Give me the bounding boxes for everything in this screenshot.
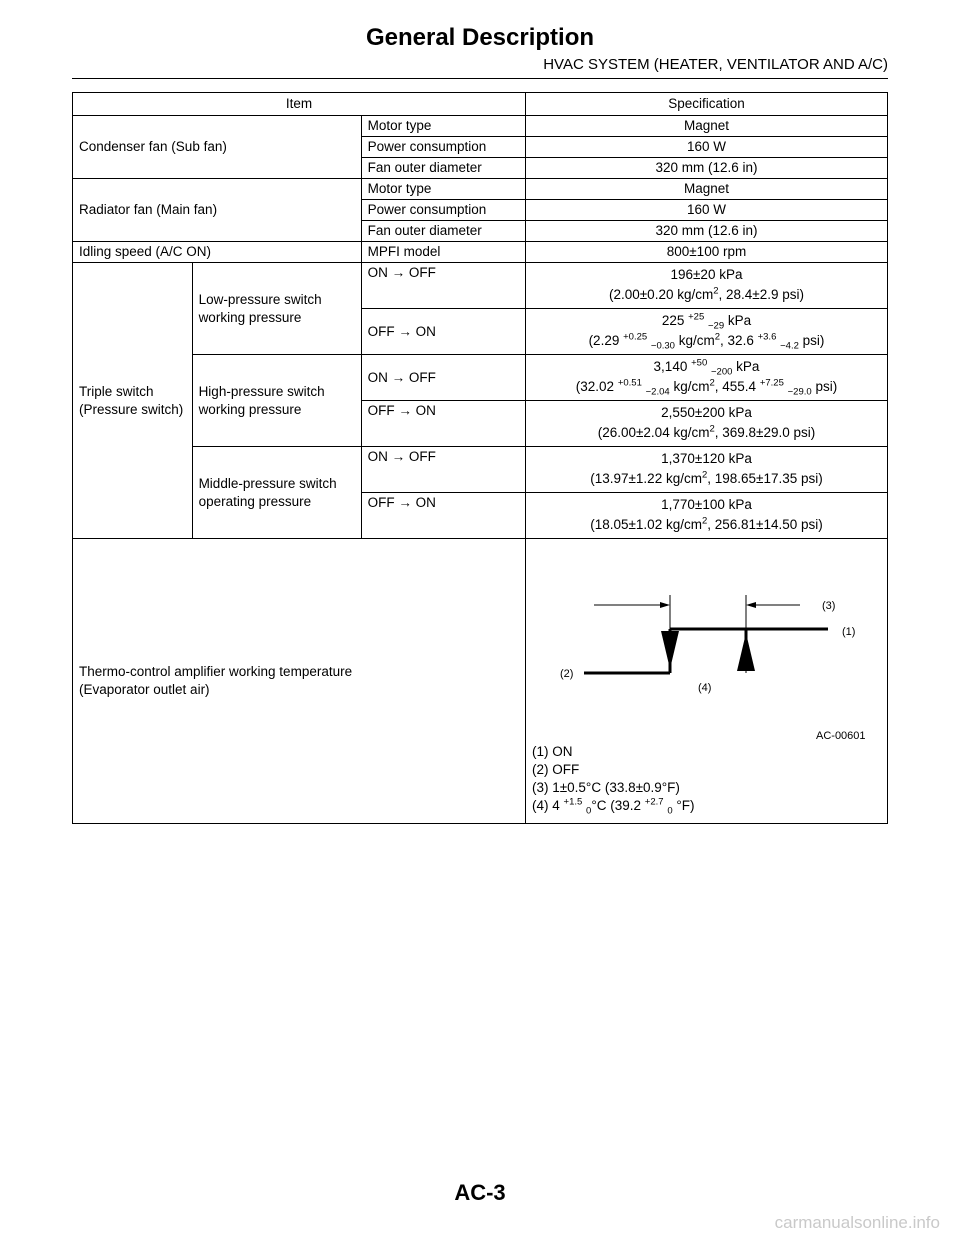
value-line (532, 376, 881, 398)
specification-table (72, 92, 888, 824)
diagram-label-1: (1) (841, 626, 856, 638)
table-header-row (73, 93, 888, 116)
page-title: General Description (365, 24, 595, 51)
table-row (73, 355, 888, 401)
low-pressure-label (192, 263, 361, 355)
diagram-label-2: (2) (559, 668, 574, 680)
superscript: 2 (701, 469, 708, 481)
value-cell: 800±100 rpm (525, 242, 887, 263)
value-text: , 32.6 (720, 333, 754, 348)
value-text: 3,140 (653, 359, 688, 374)
value-cell (525, 263, 887, 309)
section-title: HVAC SYSTEM (HEATER, VENTILATOR AND A/C) (543, 56, 888, 73)
subscript: 0 (667, 805, 673, 817)
header-item: Item (73, 93, 526, 116)
value-text: (26.00±2.04 kg/cm (597, 425, 710, 440)
low-pressure-label-line1: Low-pressure switch (198, 291, 322, 307)
subscript: −29 (708, 320, 725, 332)
watermark: carmanualsonline.info (774, 1213, 940, 1232)
table-row (73, 539, 888, 824)
superscript: +50 (691, 357, 708, 369)
subscript: −4.2 (780, 340, 799, 352)
legend-item: (3) 1±0.5°C (33.8±0.9°F) (531, 780, 680, 795)
value-text: (32.02 (575, 379, 615, 394)
value-line: 196±20 kPa (670, 267, 743, 282)
param-cell: ON → OFF (361, 447, 525, 493)
value-cell (525, 493, 887, 539)
condenser-fan-label: Condenser fan (Sub fan) (73, 116, 362, 179)
superscript: 2 (714, 331, 721, 343)
value-text: , 256.81±14.50 psi) (707, 517, 823, 532)
param-cell: OFF → ON (361, 493, 525, 539)
value-cell (525, 401, 887, 447)
superscript: +0.25 (623, 331, 648, 343)
diagram-label-3: (3) (821, 600, 836, 612)
radiator-fan-label: Radiator fan (Main fan) (73, 179, 362, 242)
value-line (532, 284, 881, 306)
value-cell: 160 W (525, 200, 887, 221)
value-line: 1,770±100 kPa (661, 497, 752, 512)
diagram-code: AC-00601 (815, 730, 866, 742)
param-cell: Power consumption (361, 137, 525, 158)
superscript: 2 (709, 377, 715, 389)
thermo-label (73, 539, 526, 824)
value-text: , 198.65±17.35 psi) (707, 471, 823, 486)
value-text: (13.97±1.22 kg/cm (590, 471, 702, 486)
value-text: 225 (661, 313, 685, 328)
up-arrow (737, 633, 755, 671)
triple-switch-label-line1: Triple switch (79, 383, 154, 399)
legend-text: °C (39.2 (591, 798, 642, 813)
param-cell: Fan outer diameter (361, 158, 525, 179)
table-row (73, 179, 888, 200)
param-cell: OFF → ON (361, 309, 525, 355)
superscript: +3.6 (757, 331, 777, 343)
middle-pressure-label (192, 447, 361, 539)
superscript: +1.5 (563, 796, 583, 808)
legend-item (532, 797, 881, 815)
legend-item: (2) OFF (531, 762, 580, 777)
header-specification: Specification (525, 93, 887, 116)
param-cell: Fan outer diameter (361, 221, 525, 242)
table-row (73, 447, 888, 493)
value-cell: 320 mm (12.6 in) (525, 158, 887, 179)
triple-switch-label (73, 263, 193, 539)
triple-switch-label-line2: (Pressure switch) (79, 401, 184, 417)
value-text: psi) (815, 379, 838, 394)
subscript: −200 (711, 366, 733, 378)
value-cell (525, 355, 887, 401)
param-cell: Motor type (361, 179, 525, 200)
subscript: −2.04 (645, 386, 670, 398)
subscript: −0.30 (650, 340, 675, 352)
value-text: kg/cm (678, 333, 715, 348)
param-cell: OFF → ON (361, 401, 525, 447)
value-line (532, 514, 881, 536)
diagram-legend (532, 743, 881, 815)
value-line: 2,550±200 kPa (661, 405, 752, 420)
value-text: , 28.4±2.9 psi) (718, 287, 804, 302)
value-text: (18.05±1.02 kg/cm (590, 517, 702, 532)
legend-text: °F) (676, 798, 695, 813)
thermo-diagram-cell (525, 539, 887, 824)
legend-item: (1) ON (531, 744, 573, 759)
dimension-arrow-left (746, 602, 756, 608)
value-line (532, 468, 881, 490)
value-line (532, 330, 881, 352)
high-pressure-label-line1: High-pressure switch (198, 383, 325, 399)
diagram-label-4: (4) (697, 682, 712, 694)
superscript: +25 (688, 311, 705, 323)
high-pressure-label (192, 355, 361, 447)
hysteresis-diagram (532, 539, 881, 743)
value-text: (2.00±0.20 kg/cm (609, 287, 714, 302)
dimension-arrow-right (660, 602, 670, 608)
subscript: −29.0 (787, 386, 812, 398)
value-line: 1,370±120 kPa (661, 451, 752, 466)
value-text: (2.29 (588, 333, 620, 348)
superscript: +2.7 (644, 796, 664, 808)
middle-pressure-label-line2: operating pressure (198, 493, 312, 509)
value-cell: Magnet (525, 116, 887, 137)
param-cell: Power consumption (361, 200, 525, 221)
table-row (73, 242, 888, 263)
page-number: AC-3 (454, 1180, 506, 1205)
param-cell: MPFI model (361, 242, 525, 263)
value-line (532, 422, 881, 444)
legend-text: (4) 4 (531, 798, 560, 813)
value-text: kPa (727, 313, 752, 328)
value-text: kg/cm (673, 379, 710, 394)
param-cell: ON → OFF (361, 355, 525, 401)
superscript: +7.25 (759, 377, 784, 389)
value-text: , 455.4 (714, 379, 757, 394)
value-line (532, 357, 881, 376)
value-line (532, 311, 881, 330)
value-cell: Magnet (525, 179, 887, 200)
value-text: kPa (736, 359, 760, 374)
low-pressure-label-line2: working pressure (198, 309, 302, 325)
value-text: , 369.8±29.0 psi) (714, 425, 816, 440)
superscript: 2 (701, 515, 708, 527)
table-row (73, 116, 888, 137)
value-text: psi) (802, 333, 825, 348)
subscript: 0 (586, 805, 592, 817)
superscript: 2 (709, 423, 715, 435)
value-cell (525, 447, 887, 493)
middle-pressure-label-line1: Middle-pressure switch (198, 475, 337, 491)
superscript: +0.51 (617, 377, 642, 389)
value-cell: 320 mm (12.6 in) (525, 221, 887, 242)
high-pressure-label-line2: working pressure (198, 401, 302, 417)
value-cell (525, 309, 887, 355)
param-cell: Motor type (361, 116, 525, 137)
idling-label: Idling speed (A/C ON) (73, 242, 362, 263)
down-arrow (661, 631, 679, 669)
thermo-label-line2: (Evaporator outlet air) (79, 682, 210, 697)
table-row (73, 263, 888, 309)
thermo-label-line1: Thermo-control amplifier working temperature (79, 664, 353, 679)
superscript: 2 (713, 285, 719, 297)
header-rule (72, 78, 888, 79)
param-cell: ON → OFF (361, 263, 525, 309)
value-cell: 160 W (525, 137, 887, 158)
